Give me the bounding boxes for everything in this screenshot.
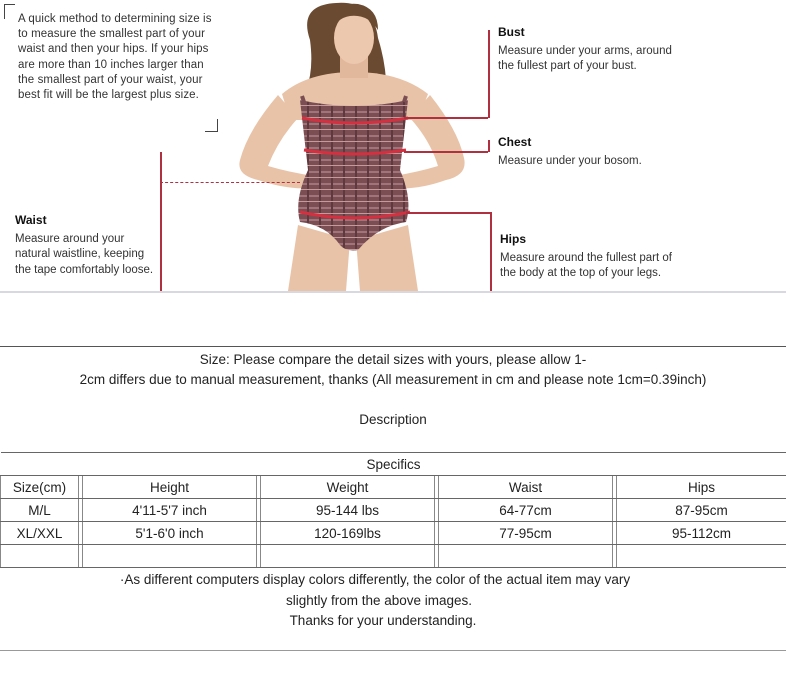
bust-connector-v <box>488 30 490 118</box>
model-figure <box>218 0 490 291</box>
chest-label <box>498 135 648 169</box>
waist-connector-h <box>160 182 300 183</box>
disclaimer-line-3: Thanks for your understanding. <box>289 613 477 628</box>
header-height: Height <box>83 476 257 499</box>
guide-bottom-border <box>0 291 786 293</box>
size-note-line-2: 2cm differs due to manual measurement, thanks (All measurement in cm and please note 1cm=0.39inch) <box>79 372 707 387</box>
bracket-top-left <box>4 4 15 19</box>
header-size: Size(cm) <box>1 476 79 499</box>
intro-note <box>4 4 218 132</box>
chest-text: Measure under your bosom. <box>498 154 642 167</box>
bracket-bottom-right <box>205 119 218 132</box>
waist-label <box>15 213 157 278</box>
table-empty-row <box>1 545 786 568</box>
chest-title: Chest <box>498 135 532 149</box>
cell-height: 4'11-5'7 inch <box>83 499 257 522</box>
chest-connector-v <box>488 140 490 152</box>
cell-weight: 120-169lbs <box>261 522 435 545</box>
cell-weight: 95-144 lbs <box>261 499 435 522</box>
cell-size: XL/XXL <box>1 522 79 545</box>
disclaimer-line-1: ·As different computers display colors differently, the color of the actual item may vary <box>119 572 631 587</box>
hips-title: Hips <box>500 232 527 246</box>
size-note-line-1: Size: Please compare the detail sizes with yours, please allow 1- <box>199 352 587 367</box>
waist-title: Waist <box>15 213 47 227</box>
section-bottom-rule <box>0 650 786 651</box>
hips-text: Measure around the fullest part of the body at the top of your legs. <box>500 251 672 279</box>
disclaimer-line-2: slightly from the above images. <box>285 593 473 608</box>
hips-connector-v <box>490 212 492 292</box>
bust-label <box>498 25 678 75</box>
cell-hips: 95-112cm <box>617 522 786 545</box>
description-heading: Description <box>359 412 427 427</box>
cell-hips: 87-95cm <box>617 499 786 522</box>
waist-connector-v <box>160 152 162 292</box>
header-hips: Hips <box>617 476 786 499</box>
table-title-row <box>1 453 786 476</box>
table-row <box>1 522 786 545</box>
cell-waist: 77-95cm <box>439 522 613 545</box>
measurement-guide <box>0 0 786 298</box>
hips-connector-h <box>406 212 490 214</box>
section-top-rule <box>0 346 786 347</box>
chest-connector-h <box>404 151 488 153</box>
bust-text: Measure under your arms, around the fullest part of your bust. <box>498 44 672 72</box>
waist-text: Measure around your natural waistline, keeping the tape comfortably loose. <box>15 232 154 276</box>
bust-connector-h <box>404 117 488 119</box>
intro-text: A quick method to determining size is to measure the smallest part of your waist and then your hips. If your hips are more than 10 inches larger than the smallest part of your waist, your best fit will be the largest plus size. <box>18 13 212 102</box>
hips-label <box>500 232 682 282</box>
cell-height: 5'1-6'0 inch <box>83 522 257 545</box>
bust-title: Bust <box>498 25 525 39</box>
table-header-row <box>1 476 786 499</box>
table-title: Specifics <box>1 453 786 476</box>
cell-size: M/L <box>1 499 79 522</box>
table-row <box>1 499 786 522</box>
size-table <box>0 452 786 568</box>
header-waist: Waist <box>439 476 613 499</box>
header-weight: Weight <box>261 476 435 499</box>
cell-waist: 64-77cm <box>439 499 613 522</box>
